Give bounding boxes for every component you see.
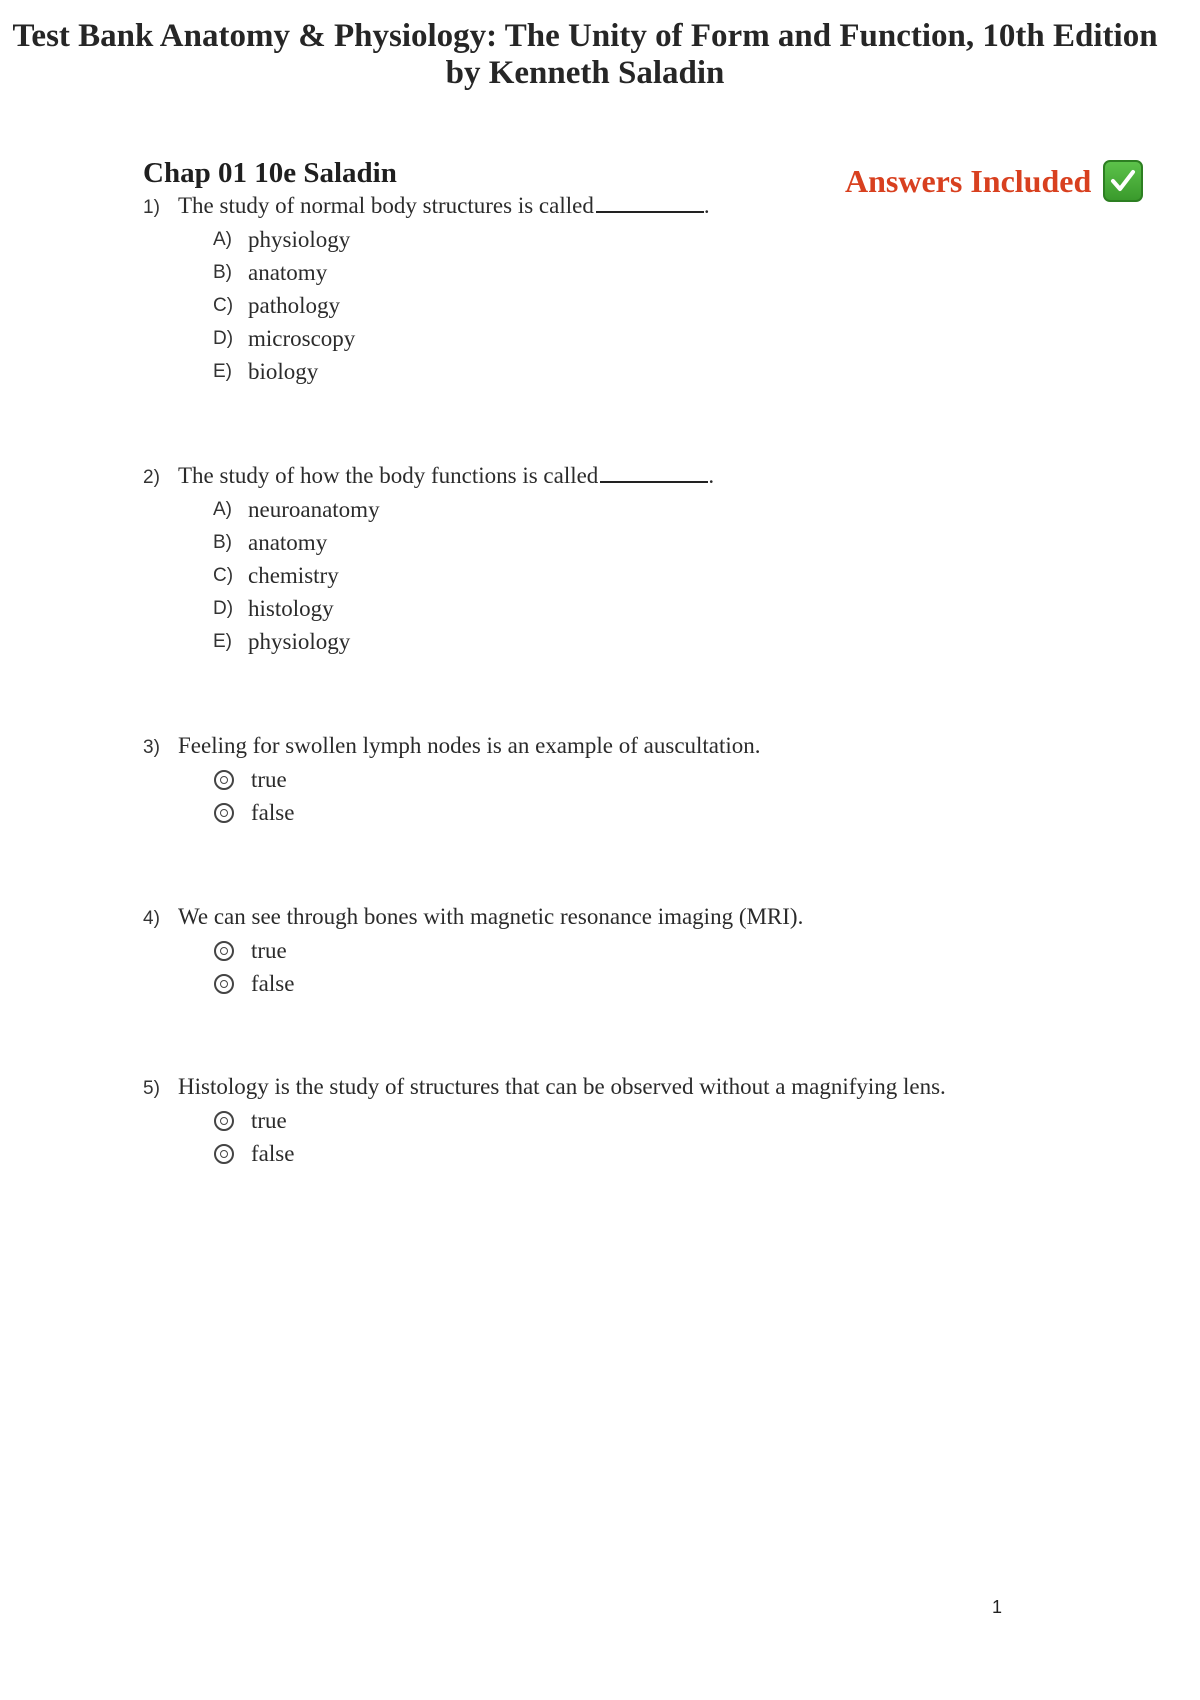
option-false[interactable] <box>213 1137 946 1170</box>
radio-icon[interactable] <box>214 1144 234 1164</box>
question-number: 1) <box>143 197 160 218</box>
document-title-line-2: by Kenneth Saladin <box>445 55 725 91</box>
question-text: Histology is the study of structures that can be observed without a magnifying lens. <box>178 1074 946 1099</box>
option-letter: C) <box>213 294 234 316</box>
question-number: 4) <box>143 908 160 929</box>
option-d[interactable] <box>213 322 710 355</box>
option-e[interactable] <box>213 625 714 658</box>
option-text: physiology <box>248 628 351 654</box>
check-mark-icon <box>1103 160 1143 202</box>
option-letter: E) <box>213 360 232 382</box>
question-suffix: . <box>703 193 710 218</box>
question-number: 2) <box>143 467 160 488</box>
option-text: microscopy <box>248 325 356 351</box>
option-text: false <box>251 970 295 996</box>
option-text: true <box>251 1107 287 1133</box>
radio-icon[interactable] <box>214 941 234 961</box>
answer-blank <box>596 193 704 213</box>
option-text: physiology <box>248 226 351 252</box>
answers-included-label: Answers Included <box>845 162 1092 199</box>
option-true[interactable] <box>213 763 761 796</box>
option-text: histology <box>248 595 334 621</box>
answers-included-badge <box>845 160 1143 202</box>
question-suffix: . <box>708 463 715 488</box>
option-e[interactable] <box>213 355 710 388</box>
option-letter: D) <box>213 597 234 619</box>
question-number: 3) <box>143 737 160 758</box>
option-letter: B) <box>213 531 232 553</box>
option-text: false <box>251 1140 295 1166</box>
option-c[interactable] <box>213 289 710 322</box>
option-true[interactable] <box>213 934 803 967</box>
option-text: chemistry <box>248 562 339 588</box>
option-text: neuroanatomy <box>248 496 380 522</box>
radio-icon[interactable] <box>214 803 234 823</box>
radio-icon[interactable] <box>214 770 234 790</box>
option-b[interactable] <box>213 526 714 559</box>
chapter-title: Chap 01 10e Saladin <box>143 157 397 189</box>
question-5 <box>143 1074 946 1170</box>
option-letter: A) <box>213 228 232 250</box>
option-text: anatomy <box>248 529 328 555</box>
question-text: We can see through bones with magnetic resonance imaging (MRI). <box>178 904 804 929</box>
option-letter: B) <box>213 261 232 283</box>
question-text: The study of normal body structures is called <box>178 193 594 218</box>
answer-blank <box>600 463 708 483</box>
option-text: pathology <box>248 292 340 318</box>
question-text: The study of how the body functions is called <box>178 463 599 488</box>
question-1 <box>143 193 710 388</box>
option-text: true <box>251 766 287 792</box>
question-text: Feeling for swollen lymph nodes is an example of auscultation. <box>178 733 761 758</box>
option-a[interactable] <box>213 493 714 526</box>
option-c[interactable] <box>213 559 714 592</box>
option-text: anatomy <box>248 259 328 285</box>
radio-icon[interactable] <box>214 974 234 994</box>
option-false[interactable] <box>213 796 761 829</box>
question-2 <box>143 463 714 658</box>
option-a[interactable] <box>213 223 710 256</box>
option-b[interactable] <box>213 256 710 289</box>
question-4 <box>143 904 803 1000</box>
option-false[interactable] <box>213 967 803 1000</box>
option-d[interactable] <box>213 592 714 625</box>
question-3 <box>143 733 761 829</box>
option-text: biology <box>248 358 319 384</box>
document-title-line-1: Test Bank Anatomy & Physiology: The Unity of Form and Function, 10th Edition <box>12 18 1158 54</box>
option-true[interactable] <box>213 1104 946 1137</box>
option-letter: A) <box>213 498 232 520</box>
option-text: false <box>251 799 295 825</box>
radio-icon[interactable] <box>214 1111 234 1131</box>
question-number: 5) <box>143 1078 160 1099</box>
option-letter: D) <box>213 327 234 349</box>
option-letter: E) <box>213 630 232 652</box>
option-text: true <box>251 937 287 963</box>
option-letter: C) <box>213 564 234 586</box>
page-number: 1 <box>992 1597 1003 1617</box>
document-title <box>0 18 1170 92</box>
